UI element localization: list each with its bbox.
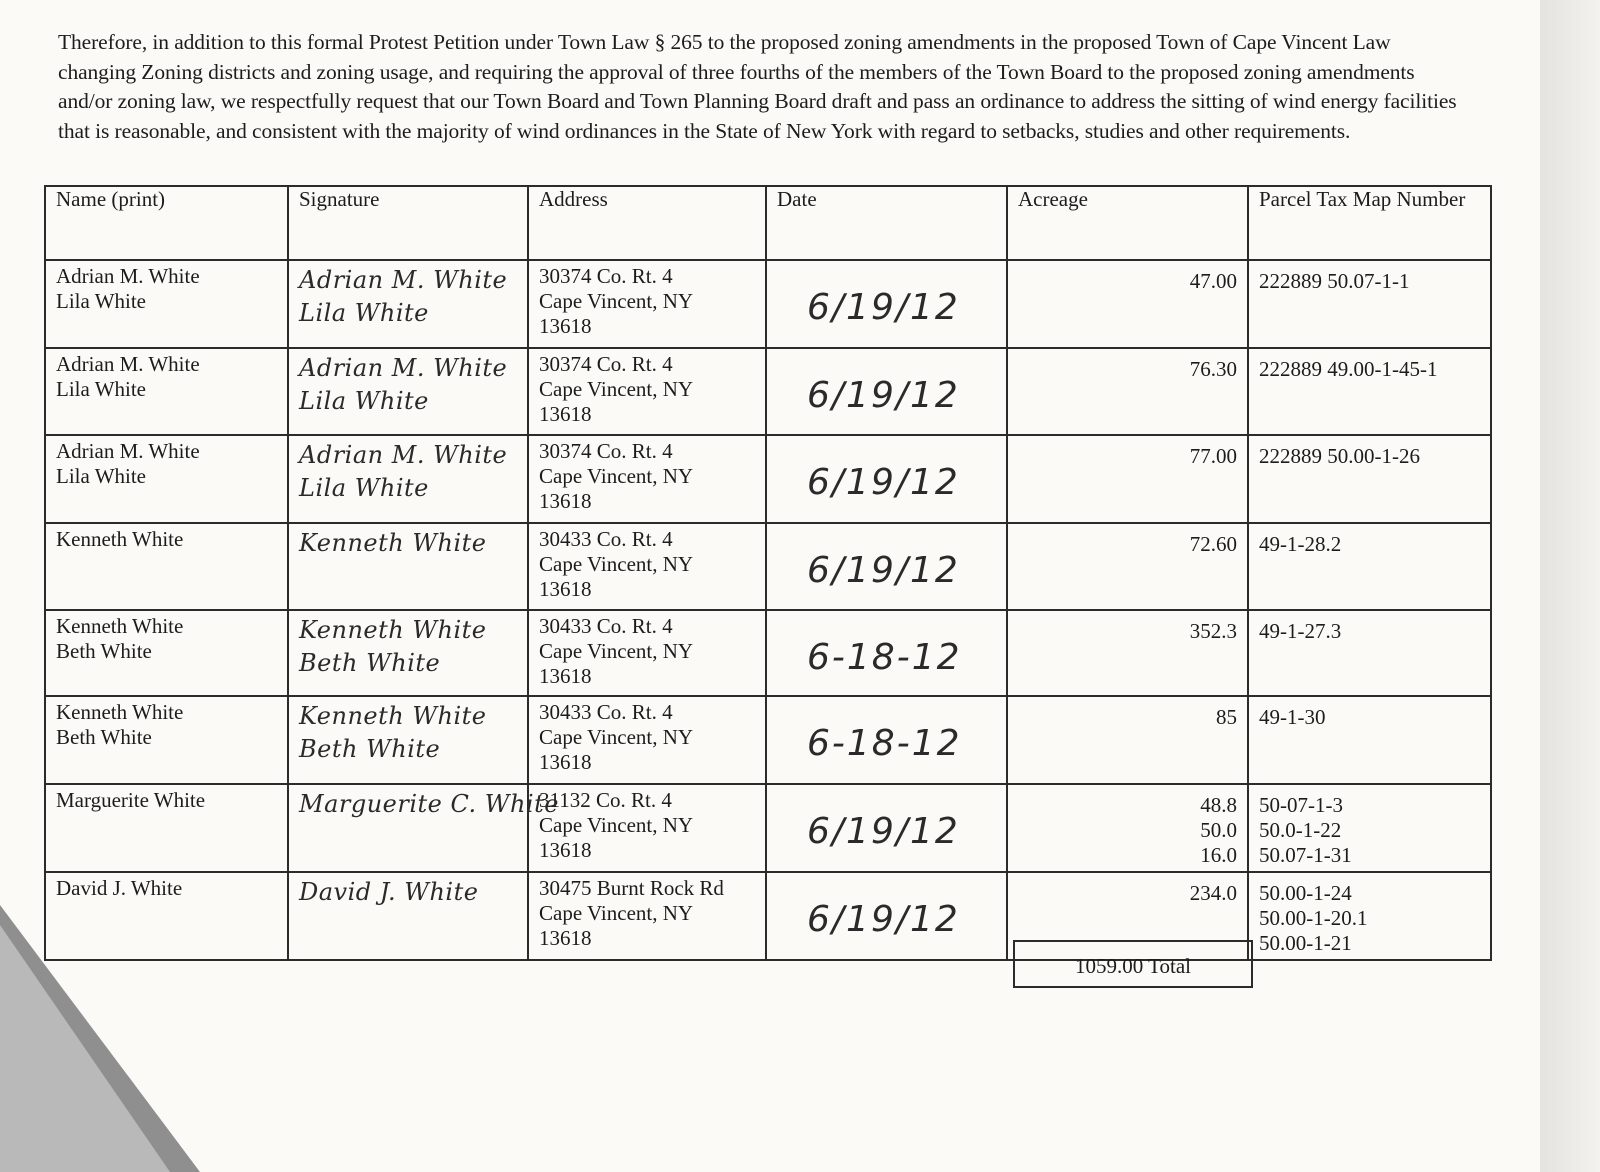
signer-name: Beth White	[56, 725, 152, 749]
address-line: 30374 Co. Rt. 4	[539, 352, 673, 376]
signer-name: Kenneth White	[56, 527, 184, 551]
address-line: 13618	[539, 577, 592, 601]
petition-table	[44, 185, 1492, 961]
address-cell	[528, 696, 766, 784]
handwritten-signature: David J. White	[299, 878, 479, 906]
address-line: 13618	[539, 664, 592, 688]
handwritten-date: 6/19/12	[807, 287, 960, 328]
parcel-number: 49-1-27.3	[1259, 619, 1342, 643]
handwritten-signature: Lila White	[299, 474, 429, 502]
signer-name: Lila White	[56, 377, 146, 401]
signer-name: Adrian M. White	[56, 352, 200, 376]
address-cell	[528, 784, 766, 872]
signer-name: David J. White	[56, 876, 183, 900]
handwritten-signature: Kenneth White	[299, 616, 487, 644]
acreage-value: 47.00	[1189, 269, 1237, 293]
name-cell	[45, 260, 288, 348]
date-cell	[766, 435, 1007, 523]
header-signature: Signature	[288, 186, 528, 260]
parcel-cell	[1248, 348, 1491, 435]
acreage-total: 1059.00 Total	[1013, 940, 1253, 988]
signature-cell	[288, 435, 528, 523]
parcel-number: 49-1-30	[1259, 705, 1326, 729]
acreage-value: 72.60	[1189, 532, 1237, 556]
table-header-row	[45, 186, 1491, 260]
handwritten-signature: Marguerite C. White	[299, 790, 559, 818]
signature-cell	[288, 610, 528, 696]
scan-edge	[1540, 0, 1600, 1172]
address-line: 30475 Burnt Rock Rd	[539, 876, 724, 900]
address-line: 30433 Co. Rt. 4	[539, 614, 673, 638]
table-row	[45, 610, 1491, 696]
address-line: 13618	[539, 402, 592, 426]
signature-cell	[288, 872, 528, 960]
parcel-number: 50.00-1-20.1	[1259, 906, 1368, 930]
parcel-cell	[1248, 872, 1491, 960]
signature-cell	[288, 696, 528, 784]
handwritten-signature: Lila White	[299, 387, 429, 415]
date-cell	[766, 348, 1007, 435]
handwritten-date: 6/19/12	[807, 899, 960, 940]
address-line: 13618	[539, 926, 592, 950]
header-name: Name (print)	[45, 186, 288, 260]
address-line: 30374 Co. Rt. 4	[539, 439, 673, 463]
signer-name: Kenneth White	[56, 614, 184, 638]
table-row	[45, 696, 1491, 784]
date-cell	[766, 784, 1007, 872]
parcel-cell	[1248, 784, 1491, 872]
table-row	[45, 435, 1491, 523]
acreage-cell	[1007, 696, 1248, 784]
acreage-cell	[1007, 784, 1248, 872]
address-cell	[528, 435, 766, 523]
address-line: 13618	[539, 750, 592, 774]
handwritten-signature: Adrian M. White	[299, 266, 508, 294]
acreage-cell	[1007, 435, 1248, 523]
name-cell	[45, 610, 288, 696]
parcel-number: 222889 50.00-1-26	[1259, 444, 1420, 468]
date-cell	[766, 523, 1007, 610]
address-line: 13618	[539, 314, 592, 338]
header-date: Date	[766, 186, 1007, 260]
table-row	[45, 523, 1491, 610]
acreage-cell	[1007, 260, 1248, 348]
signer-name: Marguerite White	[56, 788, 206, 812]
parcel-number: 50-07-1-3	[1259, 793, 1343, 817]
address-line: Cape Vincent, NY	[539, 639, 694, 663]
handwritten-date: 6/19/12	[807, 462, 960, 503]
acreage-value: 234.0	[1189, 881, 1237, 905]
signer-name: Adrian M. White	[56, 264, 200, 288]
header-address: Address	[528, 186, 766, 260]
signer-name: Kenneth White	[56, 700, 184, 724]
parcel-number: 222889 50.07-1-1	[1259, 269, 1410, 293]
address-line: Cape Vincent, NY	[539, 725, 694, 749]
parcel-cell	[1248, 435, 1491, 523]
address-line: Cape Vincent, NY	[539, 901, 694, 925]
address-line: Cape Vincent, NY	[539, 552, 694, 576]
acreage-cell	[1007, 348, 1248, 435]
parcel-number: 50.07-1-31	[1259, 843, 1352, 867]
date-cell	[766, 696, 1007, 784]
date-cell	[766, 610, 1007, 696]
address-line: 31132 Co. Rt. 4	[539, 788, 672, 812]
table-row	[45, 784, 1491, 872]
address-line: 30374 Co. Rt. 4	[539, 264, 673, 288]
date-cell	[766, 872, 1007, 960]
address-line: 30433 Co. Rt. 4	[539, 700, 673, 724]
acreage-value: 16.0	[1200, 843, 1237, 867]
address-line: 13618	[539, 489, 592, 513]
parcel-cell	[1248, 260, 1491, 348]
parcel-number: 50.00-1-24	[1259, 881, 1352, 905]
name-cell	[45, 348, 288, 435]
name-cell	[45, 523, 288, 610]
acreage-value: 76.30	[1189, 357, 1237, 381]
signature-cell	[288, 260, 528, 348]
parcel-number: 49-1-28.2	[1259, 532, 1342, 556]
table-row	[45, 872, 1491, 960]
parcel-number: 222889 49.00-1-45-1	[1259, 357, 1438, 381]
address-cell	[528, 872, 766, 960]
address-line: Cape Vincent, NY	[539, 464, 694, 488]
parcel-cell	[1248, 696, 1491, 784]
signature-cell	[288, 784, 559, 872]
acreage-value: 48.8	[1200, 793, 1237, 817]
signer-name: Adrian M. White	[56, 439, 200, 463]
acreage-cell	[1007, 523, 1248, 610]
parcel-number: 50.0-1-22	[1259, 818, 1342, 842]
handwritten-signature: Adrian M. White	[299, 441, 508, 469]
table-row	[45, 348, 1491, 435]
handwritten-signature: Beth White	[299, 735, 441, 763]
table-row	[45, 260, 1491, 348]
handwritten-date: 6/19/12	[807, 375, 960, 416]
handwritten-signature: Beth White	[299, 649, 441, 677]
signer-name: Lila White	[56, 289, 146, 313]
address-cell	[528, 523, 766, 610]
address-line: Cape Vincent, NY	[539, 289, 694, 313]
address-cell	[528, 610, 766, 696]
parcel-number: 50.00-1-21	[1259, 931, 1352, 955]
signer-name: Lila White	[56, 464, 146, 488]
signer-name: Beth White	[56, 639, 152, 663]
acreage-value: 352.3	[1189, 619, 1237, 643]
handwritten-signature: Kenneth White	[299, 529, 487, 557]
acreage-cell	[1007, 610, 1248, 696]
acreage-value: 77.00	[1189, 444, 1237, 468]
name-cell	[45, 696, 288, 784]
handwritten-signature: Adrian M. White	[299, 354, 508, 382]
parcel-cell	[1248, 610, 1491, 696]
handwritten-date: 6-18-12	[807, 637, 962, 678]
name-cell	[45, 435, 288, 523]
handwritten-date: 6/19/12	[807, 811, 960, 852]
address-line: Cape Vincent, NY	[539, 813, 694, 837]
handwritten-date: 6/19/12	[807, 550, 960, 591]
header-parcel: Parcel Tax Map Number	[1248, 186, 1491, 260]
name-cell	[45, 872, 288, 960]
parcel-cell	[1248, 523, 1491, 610]
address-line: 30433 Co. Rt. 4	[539, 527, 673, 551]
address-cell	[528, 348, 766, 435]
signature-cell	[288, 348, 528, 435]
acreage-value: 85	[1216, 705, 1237, 729]
address-cell	[528, 260, 766, 348]
date-cell	[766, 260, 1007, 348]
petition-intro-text: Therefore, in addition to this formal Protest Petition under Town Law § 265 to the proposed zoning amendments in the proposed Town of Cape Vincent Law changing Zoning districts and zoning usage, and requiring the approval of three fourths of the members of the Town Board to the proposed zoning amendments and/or zoning law, we respectfully request that our Town Board and Town Planning Board draft and pass an ordinance to address the sitting of wind energy facilities that is reasonable, and consistent with the majority of wind ordinances in the State of New York with regard to setbacks, studies and other requirements.	[58, 30, 1457, 143]
header-acreage: Acreage	[1007, 186, 1248, 260]
address-line: 13618	[539, 838, 592, 862]
handwritten-signature: Lila White	[299, 299, 429, 327]
acreage-value: 50.0	[1200, 818, 1237, 842]
handwritten-signature: Kenneth White	[299, 702, 487, 730]
address-line: Cape Vincent, NY	[539, 377, 694, 401]
signature-cell	[288, 523, 528, 610]
handwritten-date: 6-18-12	[807, 723, 962, 764]
name-cell	[45, 784, 288, 872]
